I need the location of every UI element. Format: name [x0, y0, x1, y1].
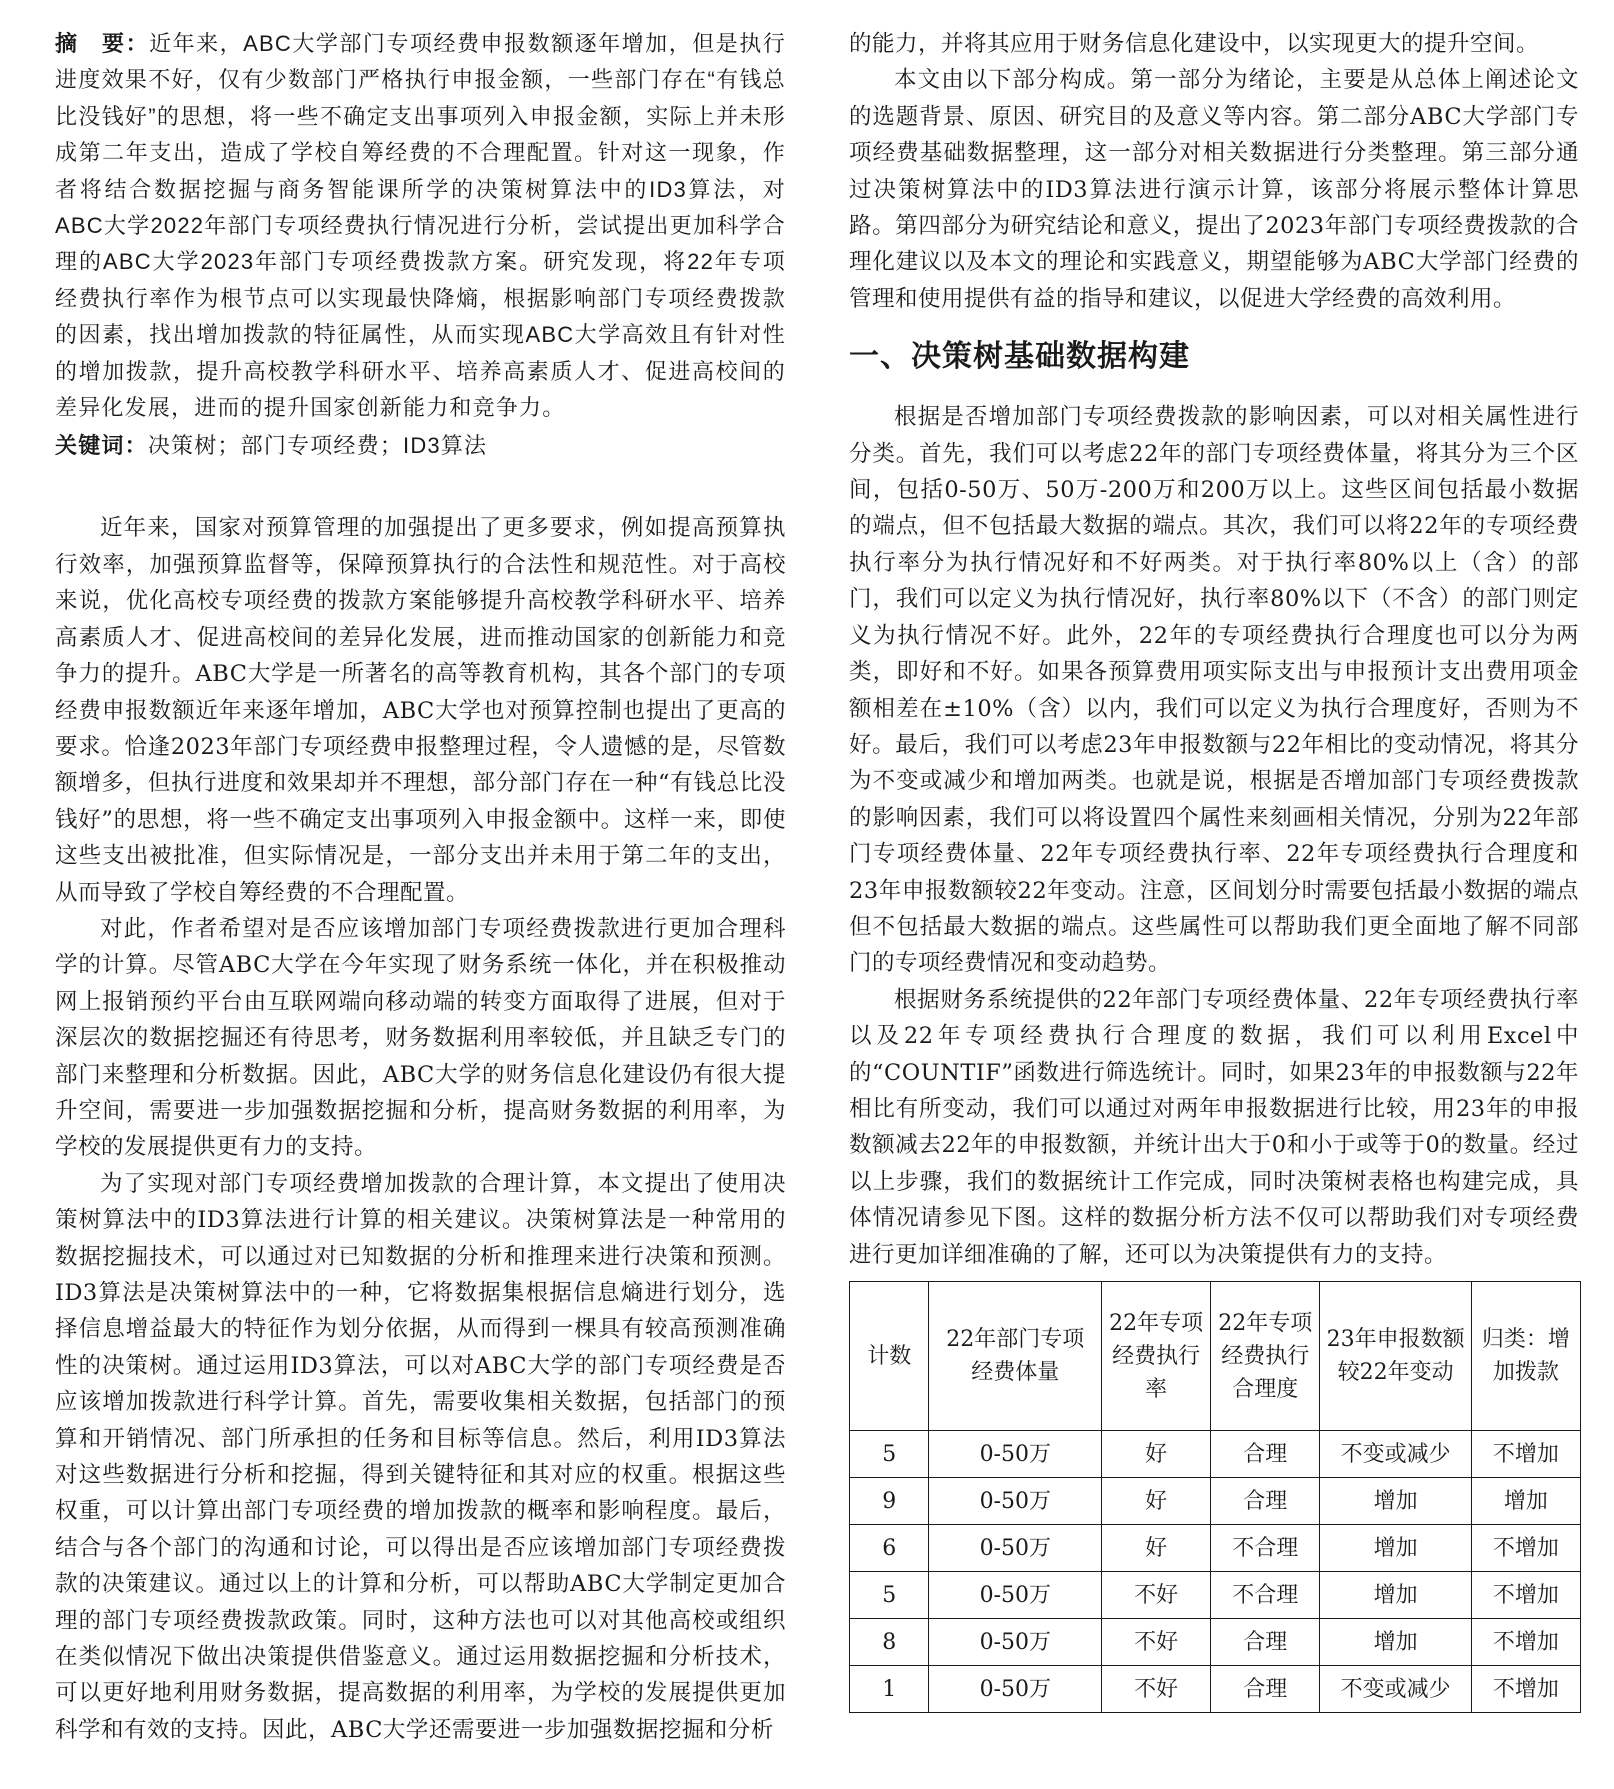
table-row — [850, 1619, 1581, 1666]
table-cell: 增加 — [1320, 1619, 1471, 1666]
table-header-cell: 计数 — [850, 1282, 929, 1431]
abstract-text: 近年来，ABC大学部门专项经费申报数额逐年增加，但是执行进度效果不好，仅有少数部门严格执行申报金额，一些部门存在“有钱总比没钱好”的思想，将一些不确定支出事项列入申报金额，实际上并未形成第二年支出，造成了学校自筹经费的不合理配置。针对这一现象，作者将结合数据挖掘与商务智能课所学的决策树算法中的ID3算法，对ABC大学2022年部门专项经费执行情况进行分析，尝试提出更加科学合理的ABC大学2023年部门专项经费拨款方案。研究发现，将22年专项经费执行率作为根节点可以实现最快降熵，根据影响部门专项经费拨款的因素，找出增加拨款的特征属性，从而实现ABC大学高效且有针对性的增加拨款，提升高校教学科研水平、培养高素质人才、促进高校间的差异化发展，进而的提升国家创新能力和竞争力。 — [55, 31, 786, 421]
section-heading: 一、决策树基础数据构建 — [849, 340, 1190, 374]
table-cell: 不合理 — [1211, 1525, 1320, 1572]
table-cell: 5 — [850, 1572, 929, 1619]
table-cell: 不好 — [1102, 1572, 1211, 1619]
table-cell: 合理 — [1211, 1478, 1320, 1525]
table-header-cell: 归类：增加拨款 — [1471, 1282, 1580, 1431]
table-cell: 不变或减少 — [1320, 1431, 1471, 1478]
table-cell: 5 — [850, 1431, 929, 1478]
table-cell: 不增加 — [1471, 1525, 1580, 1572]
table-cell: 好 — [1102, 1478, 1211, 1525]
table-cell: 增加 — [1320, 1572, 1471, 1619]
table-cell: 增加 — [1320, 1525, 1471, 1572]
table-cell: 不好 — [1102, 1666, 1211, 1713]
table-cell: 0-50万 — [929, 1572, 1102, 1619]
table-cell: 不变或减少 — [1320, 1666, 1471, 1713]
spacer — [55, 464, 786, 510]
table-row — [850, 1478, 1581, 1525]
table-cell: 增加 — [1471, 1478, 1580, 1525]
body-paragraph: 对此，作者希望对是否应该增加部门专项经费拨款进行更加合理科学的计算。尽管ABC大学在今年实现了财务系统一体化，并在积极推动网上报销预约平台由互联网端向移动端的转变方面取得了进展，但对于深层次的数据挖掘还有待思考，财务数据利用率较低，并且缺乏专门的部门来整理和分析数据。因此，ABC大学的财务信息化建设仍有很大提升空间，需要进一步加强数据挖掘和分析，提高财务数据的利用率，为学校的发展提供更有力的支持。 — [55, 915, 786, 1161]
table-header-cell: 22年专项经费执行率 — [1102, 1282, 1211, 1431]
table-cell: 0-50万 — [929, 1666, 1102, 1713]
table-header-cell: 22年部门专项经费体量 — [929, 1282, 1102, 1431]
table-cell: 不好 — [1102, 1619, 1211, 1666]
table-row — [850, 1431, 1581, 1478]
table-cell: 1 — [850, 1666, 929, 1713]
keywords-paragraph — [55, 428, 786, 464]
abstract-label: 摘 要： — [55, 31, 150, 56]
table-cell: 0-50万 — [929, 1478, 1102, 1525]
left-column — [55, 26, 786, 1748]
table-row — [850, 1525, 1581, 1572]
table-cell: 0-50万 — [929, 1619, 1102, 1666]
table-cell: 增加 — [1320, 1478, 1471, 1525]
table-cell: 9 — [850, 1478, 929, 1525]
right-column — [849, 26, 1579, 1713]
table-cell: 0-50万 — [929, 1525, 1102, 1572]
table-cell: 好 — [1102, 1431, 1211, 1478]
table-cell: 不增加 — [1471, 1619, 1580, 1666]
table-cell: 8 — [850, 1619, 929, 1666]
table-header-row — [850, 1282, 1581, 1431]
table-cell: 不增加 — [1471, 1572, 1580, 1619]
table-header-cell: 22年专项经费执行合理度 — [1211, 1282, 1320, 1431]
table-header-cell: 23年申报数额较22年变动 — [1320, 1282, 1471, 1431]
body-paragraph: 本文由以下部分构成。第一部分为绪论，主要是从总体上阐述论文的选题背景、原因、研究目的及意义等内容。第二部分ABC大学部门专项经费基础数据整理，这一部分对相关数据进行分类整理。第三部分通过决策树算法中的ID3算法进行演示计算，该部分将展示整体计算思路。第四部分为研究结论和意义，提出了2023年部门专项经费拨款的合理化建议以及本文的理论和实践意义，期望能够为ABC大学部门经费的管理和使用提供有益的指导和建议，以促进大学经费的高效利用。 — [849, 67, 1579, 312]
body-paragraph-continued: 的能力，并将其应用于财务信息化建设中，以实现更大的提升空间。 — [849, 31, 1540, 57]
table-cell: 6 — [850, 1525, 929, 1572]
table-row — [850, 1666, 1581, 1713]
table-cell: 合理 — [1211, 1431, 1320, 1478]
body-paragraph: 为了实现对部门专项经费增加拨款的合理计算，本文提出了使用决策树算法中的ID3算法进行计算的相关建议。决策树算法是一种常用的数据挖掘技术，可以通过对已知数据的分析和推理来进行决策和预测。ID3算法是决策树算法中的一种，它将数据集根据信息熵进行划分，选择信息增益最大的特征作为划分依据，从而得到一棵具有较高预测准确性的决策树。通过运用ID3算法，可以对ABC大学的部门专项经费是否应该增加拨款进行科学计算。首先，需要收集相关数据，包括部门的预算和开销情况、部门所承担的任务和目标等信息。然后，利用ID3算法对这些数据进行分析和挖掘，得到关键特征和其对应的权重。根据这些权重，可以计算出部门专项经费的增加拨款的概率和影响程度。最后，结合与各个部门的沟通和讨论，可以得出是否应该增加部门专项经费拨款的决策建议。通过以上的计算和分析，可以帮助ABC大学制定更加合理的部门专项经费拨款政策。同时，这种方法也可以对其他高校或组织在类似情况下做出决策提供借鉴意义。通过运用数据挖掘和分析技术，可以更好地利用财务数据，提高数据的利用率，为学校的发展提供更加科学和有效的支持。因此，ABC大学还需要进一步加强数据挖掘和分析 — [55, 1170, 786, 1743]
abstract-paragraph — [55, 26, 786, 426]
table-cell: 好 — [1102, 1525, 1211, 1572]
table-cell: 不合理 — [1211, 1572, 1320, 1619]
body-paragraph: 根据是否增加部门专项经费拨款的影响因素，可以对相关属性进行分类。首先，我们可以考虑22年的部门专项经费体量，将其分为三个区间，包括0-50万、50万-200万和200万以上。这些区间包括最小数据的端点，但不包括最大数据的端点。其次，我们可以将22年的专项经费执行率分为执行情况好和不好两类。对于执行率80%以上（含）的部门，我们可以定义为执行情况好，执行率80%以下（不含）的部门则定义为执行情况不好。此外，22年的专项经费执行合理度也可以分为两类，即好和不好。如果各预算费用项实际支出与申报预计支出费用项金额相差在±10%（含）以内，我们可以定义为执行合理度好，否则为不好。最后，我们可以考虑23年申报数额与22年相比的变动情况，将其分为不变或减少和增加两类。也就是说，根据是否增加部门专项经费拨款的影响因素，我们可以将设置四个属性来刻画相关情况，分别为22年部门专项经费体量、22年专项经费执行率、22年专项经费执行合理度和23年申报数额较22年变动。注意，区间划分时需要包括最小数据的端点但不包括最大数据的端点。这些属性可以帮助我们更全面地了解不同部门的专项经费情况和变动趋势。 — [849, 404, 1579, 977]
table-cell: 合理 — [1211, 1619, 1320, 1666]
table-cell: 不增加 — [1471, 1666, 1580, 1713]
table-row — [850, 1572, 1581, 1619]
keywords-text: 决策树；部门专项经费；ID3算法 — [147, 433, 488, 459]
body-paragraph: 近年来，国家对预算管理的加强提出了更多要求，例如提高预算执行效率，加强预算监督等，保障预算执行的合法性和规范性。对于高校来说，优化高校专项经费的拨款方案能够提升高校教学科研水平、培养高素质人才、促进高校间的差异化发展，进而推动国家的创新能力和竞争力的提升。ABC大学是一所著名的高等教育机构，其各个部门的专项经费申报数额近年来逐年增加，ABC大学也对预算控制也提出了更高的要求。恰逢2023年部门专项经费申报整理过程，令人遗憾的是，尽管数额增多，但执行进度和效果却并不理想，部分部门存在一种“有钱总比没钱好”的思想，将一些不确定支出事项列入申报金额中。这样一来，即使这些支出被批准，但实际情况是，一部分支出并未用于第二年的支出，从而导致了学校自筹经费的不合理配置。 — [55, 515, 786, 906]
keywords-label: 关键词： — [55, 433, 148, 459]
table-cell: 0-50万 — [929, 1431, 1102, 1478]
body-paragraph: 根据财务系统提供的22年部门专项经费体量、22年专项经费执行率以及22年专项经费执行合理度的数据，我们可以利用Excel中的“COUNTIF”函数进行筛选统计。同时，如果23年的申报数额与22年相比有所变动，我们可以通过对两年申报数据进行比较，用23年的申报数额减去22年的申报数额，并统计出大于0和小于或等于0的数量。经过以上步骤，我们的数据统计工作完成，同时决策树表格也构建完成，具体情况请参见下图。这样的数据分析方法不仅可以帮助我们对专项经费进行更加详细准确的了解，还可以为决策提供有力的支持。 — [849, 986, 1579, 1268]
decision-tree-data-table — [849, 1281, 1581, 1713]
table-cell: 不增加 — [1471, 1431, 1580, 1478]
table-cell: 合理 — [1211, 1666, 1320, 1713]
